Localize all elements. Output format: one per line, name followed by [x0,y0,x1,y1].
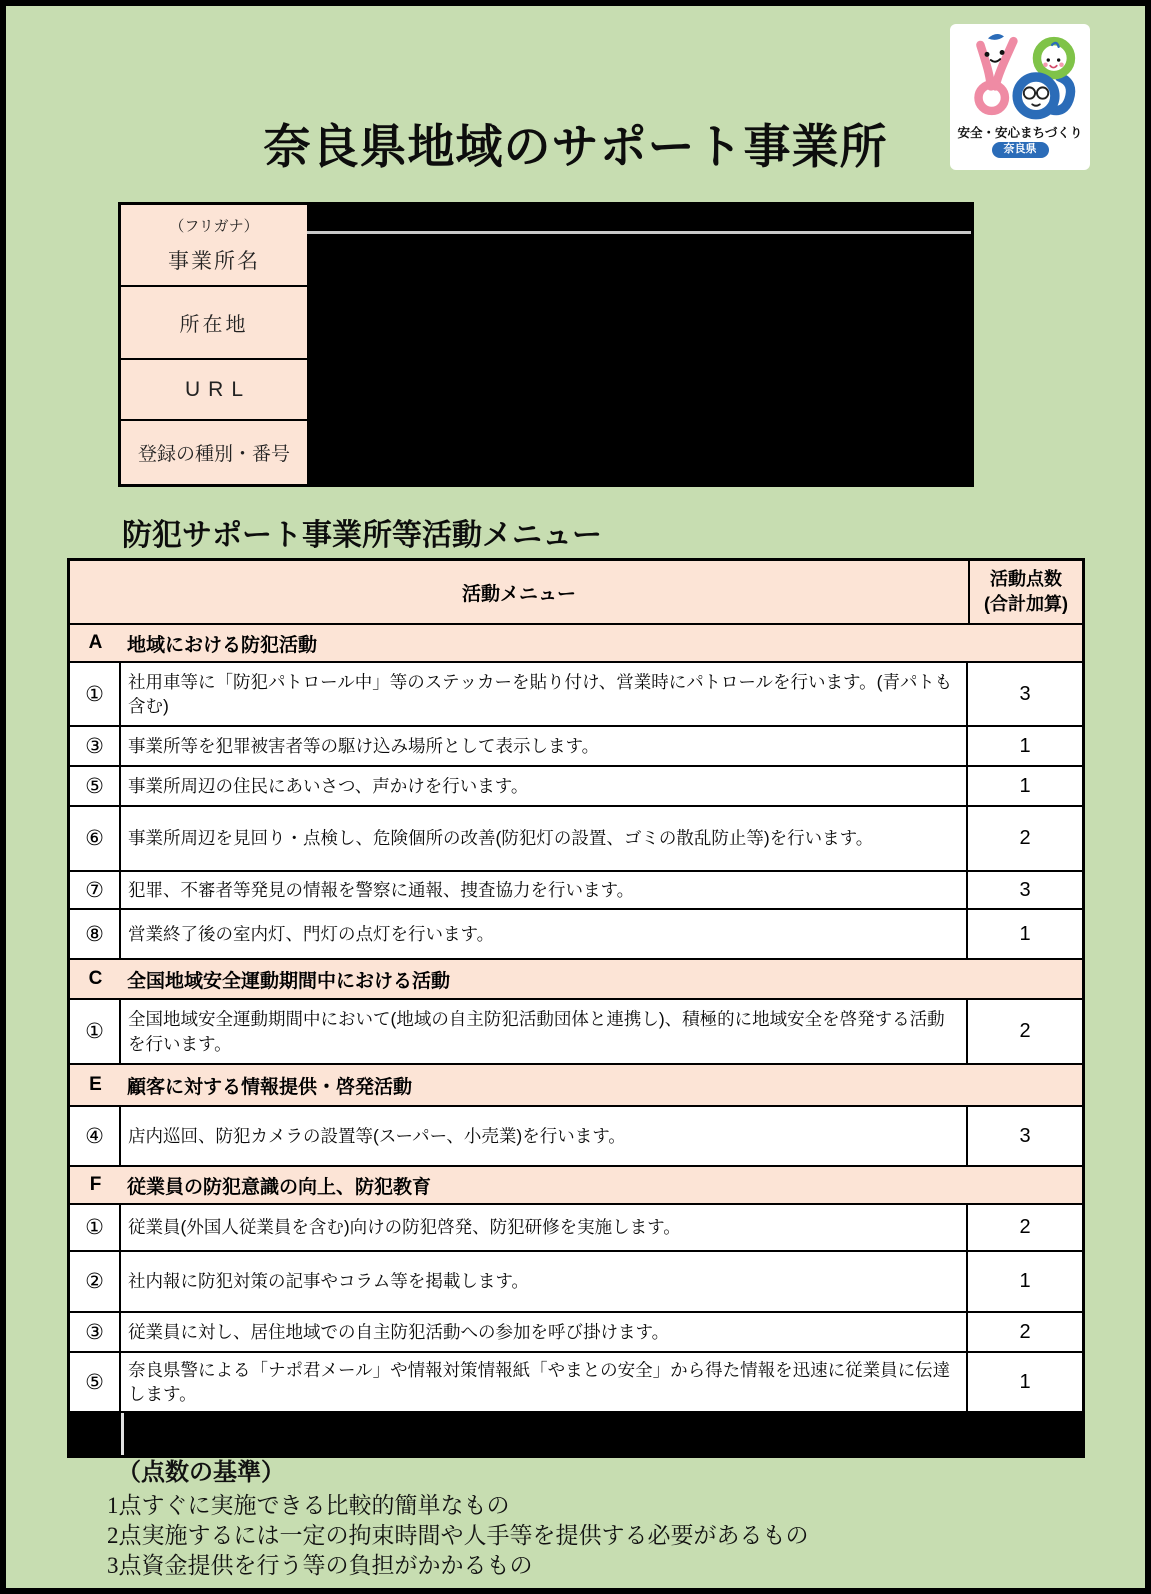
section-code: E [89,1074,102,1095]
activity-menu-title: 防犯サポート事業所等活動メニュー [122,519,602,552]
section-code: F [89,1174,102,1195]
menu-item-row [70,1351,1082,1411]
nara-safety-logo [950,24,1090,170]
menu-item-row [70,870,1082,908]
business-name-label: 事業所名 [168,250,260,273]
item-points: 2 [1019,1320,1031,1343]
menu-section-row [70,1063,1082,1105]
item-description: 店内巡回、防犯カメラの設置等(スーパー、小売業)を行います。 [121,1107,968,1165]
menu-item-row [70,998,1082,1063]
menu-item-row [70,908,1082,958]
item-description: 事業所周辺を見回り・点検し、危険個所の改善(防犯灯の設置、ゴミの散乱防止等)を行います。 [121,807,968,870]
item-description: 従業員に対し、居住地域での自主防犯活動への参加を呼び掛けます。 [121,1313,968,1351]
menu-item-row [70,1203,1082,1250]
item-number: ⑧ [70,910,121,958]
score-criteria-heading: （点数の基準） [117,1460,285,1486]
menu-redacted-row [70,1411,1082,1455]
form-row-name [121,205,307,287]
item-points: 1 [1019,922,1031,945]
section-label: 顧客に対する情報提供・啓発活動 [127,1076,413,1098]
item-number: ⑤ [70,1353,121,1411]
business-info-form [118,202,974,487]
item-number: ① [70,1205,121,1250]
section-label: 全国地域安全運動期間中における活動 [127,970,451,992]
item-points: 1 [1019,1370,1031,1393]
mascot-illustration [954,28,1086,126]
url-label: URL [184,377,251,401]
form-row-registration [121,421,307,484]
item-description: 社用車等に「防犯パトロール中」等のステッカーを貼り付け、営業時にパトロールを行います。(青パトも含む) [121,663,968,725]
item-points: 1 [1019,1270,1031,1292]
item-description: 従業員(外国人従業員を含む)向けの防犯啓発、防犯研修を実施します。 [121,1205,968,1250]
item-number: ④ [70,1107,121,1165]
form-label-column [121,205,307,484]
item-description: 営業終了後の室内灯、門灯の点灯を行います。 [121,910,968,958]
score-criteria-line-1: 1点すぐに実施できる比較的簡単なもの [107,1493,510,1518]
furigana-label: （フリガナ） [169,218,259,235]
menu-item-row [70,725,1082,765]
item-points: 1 [1019,734,1031,757]
points-column-header [970,561,1082,623]
section-label: 従業員の防犯意識の向上、防犯教育 [127,1176,432,1198]
menu-section-row [70,958,1082,998]
item-description: 事業所等を犯罪被害者等の駆け込み場所として表示します。 [121,727,968,765]
item-description: 社内報に防犯対策の記事やコラム等を掲載します。 [121,1252,968,1311]
menu-header-row [70,561,1082,623]
item-number: ① [70,1000,121,1063]
redacted-values-block [307,205,971,484]
menu-column-header: 活動メニュー [70,561,970,623]
item-number: ⑥ [70,807,121,870]
menu-item-row [70,1311,1082,1351]
score-criteria-line-3: 3点資金提供を行う等の負担がかかるもの [107,1553,533,1578]
item-points: 1 [1019,774,1031,797]
furigana-row-divider [307,231,971,234]
menu-item-row [70,805,1082,870]
registration-label: 登録の種別・番号 [137,444,290,465]
section-code: C [88,968,103,989]
logo-prefecture-badge: 奈良県 [992,142,1049,158]
section-label: 地域における防犯活動 [127,634,318,656]
points-header-line2: (合計加算) [984,594,1068,614]
item-points: 2 [1019,827,1031,849]
activity-menu-table [67,558,1085,1458]
item-number: ③ [70,727,121,765]
menu-item-row [70,765,1082,805]
logo-caption: 安全・安心まちづくり [957,126,1083,140]
item-points: 2 [1019,1020,1031,1042]
item-description: 事業所周辺の住民にあいさつ、声かけを行います。 [121,767,968,805]
points-header-line1: 活動点数 [990,569,1062,589]
item-description: 犯罪、不審者等発見の情報を警察に通報、捜査協力を行います。 [121,872,968,908]
item-number: ⑦ [70,872,121,908]
item-points: 3 [1019,682,1031,705]
item-number: ③ [70,1313,121,1351]
menu-section-row [70,1165,1082,1203]
page-title: 奈良県地域のサポート事業所 [263,120,888,173]
section-code: A [88,632,103,653]
menu-item-row [70,1105,1082,1165]
menu-item-row [70,1250,1082,1311]
item-number: ⑤ [70,767,121,805]
form-row-url [121,360,307,421]
item-description: 全国地域安全運動期間中において(地域の自主防犯活動団体と連携し)、積極的に地域安全を啓発する活動を行います。 [121,1000,968,1063]
item-number: ② [70,1252,121,1311]
redacted-row-divider [121,1413,124,1455]
score-criteria-notes [107,1452,1007,1581]
menu-item-row [70,661,1082,725]
item-points: 2 [1019,1216,1031,1238]
address-label: 所在地 [179,314,249,336]
item-points: 3 [1019,1124,1031,1147]
score-criteria-line-2: 2点実施するには一定の拘束時間や人手等を提供する必要があるもの [107,1523,809,1548]
menu-section-row [70,623,1082,661]
item-number: ① [70,663,121,725]
menu-rows-container [70,623,1082,1455]
item-points: 3 [1019,878,1031,901]
item-description: 奈良県警による「ナポ君メール」や情報対策情報紙「やまとの安全」から得た情報を迅速に従業員に伝達します。 [121,1353,968,1411]
form-row-address [121,287,307,360]
